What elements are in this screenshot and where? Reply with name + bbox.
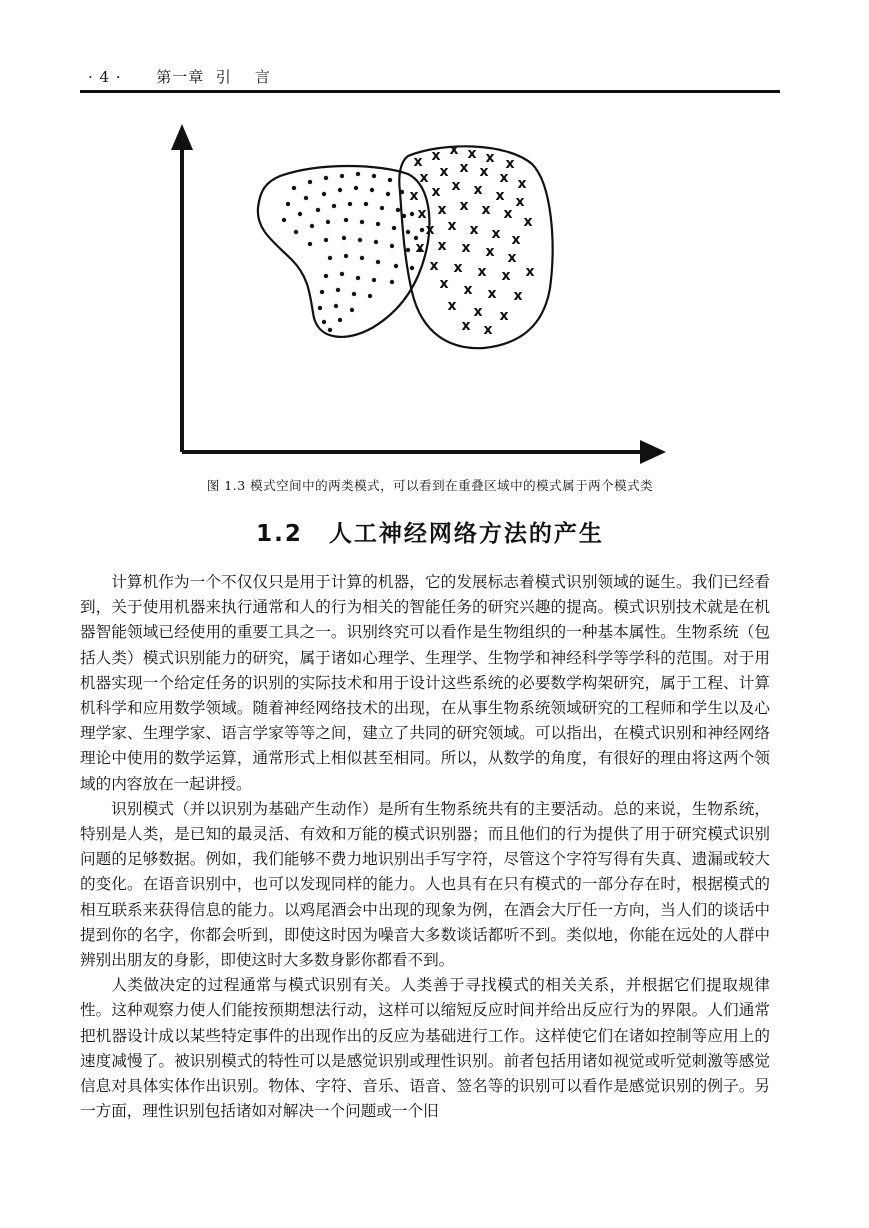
dot-marker xyxy=(390,244,394,248)
dot-marker xyxy=(338,188,342,192)
page-number: · 4 · xyxy=(88,68,122,86)
dot-marker xyxy=(370,188,374,192)
cross-marker: x xyxy=(473,182,483,198)
section-heading xyxy=(80,515,780,548)
cross-marker: x xyxy=(459,160,469,176)
figure-caption: 图 1.3 模式空间中的两类模式，可以看到在重叠区域中的模式属于两个模式类 xyxy=(206,478,654,493)
cross-marker: x xyxy=(483,322,493,338)
cross-marker: x xyxy=(419,170,429,186)
class-dot-markers xyxy=(282,172,427,332)
dot-marker xyxy=(364,202,368,206)
dot-marker xyxy=(396,208,400,212)
dot-marker xyxy=(292,186,296,190)
dot-marker xyxy=(340,174,344,178)
cross-marker: x xyxy=(487,286,497,302)
dot-marker xyxy=(308,242,312,246)
paragraph-2: 识别模式（并以识别为基础产生动作）是所有生物系统共有的主要活动。总的来说，生物系统，特别是人类，是已知的最灵活、有效和万能的模式识别器；而且他们的行为提供了用于研究模式识别问题的足够数据。例如，我们能够不费力地识别出手写字符，尽管这个字符写得有失真、遗漏或较大的变化。在语音识别中，也可以发现同样的能力。人也具有在只有模式的一部分存在时，根据模式的相互联系来获得信息的能力。以鸡尾酒会中出现的现象为例，在酒会大厅任一方向，当人们的谈话中提到你的名字，你都会听到，即使这时因为噪音大多数谈话都听不到。类似地，你能在远处的人群中辨别出朋友的身影，即使这时大多数身影你都看不到。 xyxy=(80,799,770,970)
cross-marker: x xyxy=(517,176,527,192)
dot-marker xyxy=(328,328,332,332)
dot-marker xyxy=(350,308,354,312)
dot-marker xyxy=(324,238,328,242)
dot-marker xyxy=(324,274,328,278)
section-title: 人工神经网络方法的产生 xyxy=(328,521,604,547)
cross-marker: x xyxy=(439,276,449,292)
dot-marker xyxy=(410,266,414,270)
dot-marker xyxy=(388,178,392,182)
dot-marker xyxy=(368,294,372,298)
cross-marker: x xyxy=(425,222,435,238)
cross-marker: x xyxy=(491,226,501,242)
cross-marker: x xyxy=(437,238,447,254)
cross-marker: x xyxy=(415,240,425,256)
dot-marker xyxy=(406,230,410,234)
dot-marker xyxy=(360,220,364,224)
running-head xyxy=(88,66,778,87)
body-text xyxy=(80,570,770,1124)
dot-marker xyxy=(344,254,348,258)
dot-marker xyxy=(304,196,308,200)
cross-marker: x xyxy=(515,194,525,210)
dot-marker xyxy=(358,238,362,242)
cross-marker: x xyxy=(507,250,517,266)
dot-marker xyxy=(376,260,380,264)
dot-marker xyxy=(326,220,330,224)
cross-marker: x xyxy=(523,214,533,230)
cross-marker: x xyxy=(451,178,461,194)
dot-marker xyxy=(310,224,314,228)
dot-marker xyxy=(376,222,380,226)
cross-marker: x xyxy=(469,222,479,238)
dot-marker xyxy=(356,276,360,280)
dot-marker xyxy=(392,226,396,230)
dot-marker xyxy=(336,288,340,292)
dot-marker xyxy=(406,248,410,252)
cross-marker: x xyxy=(477,264,487,280)
cross-marker: x xyxy=(499,308,509,324)
cross-marker: x xyxy=(525,264,535,280)
dot-marker xyxy=(316,208,320,212)
section-number: 1.2 xyxy=(256,521,303,547)
cross-marker: x xyxy=(481,202,491,218)
paragraph-1: 计算机作为一个不仅仅只是用于计算的机器，它的发展标志着模式识别领域的诞生。我们已经看到，关于使用机器来执行通常和人的行为相关的智能任务的研究兴趣的提高。模式识别技术就是在机器智能领域已经使用的重要工具之一。识别终究可以看作是生物组织的一种基本属性。生物系统（包括人类）模式识别能力的研究，属于诸如心理学、生理学、生物学和神经科学等学科的范围。对于用机器实现一个给定任务的识别的实际技术和用于设计这些系统的必要数学构架研究，属于工程、计算机科学和应用数学领域。随着神经网络技术的出现，在从事生物系统领域研究的工程师和学生以及心理学家、生理学家、语言学家等等之间，建立了共同的研究领域。可以指出，在模式识别和神经网络理论中使用的数学运算，通常形式上相似甚至相同。所以，从数学的角度，有很好的理由将这两个领域的内容放在一起讲授。 xyxy=(80,573,770,793)
dot-marker xyxy=(372,174,376,178)
cross-marker: x xyxy=(511,232,521,248)
pattern-space-figure xyxy=(160,118,680,466)
cross-marker: x xyxy=(447,218,457,234)
cross-marker: x xyxy=(459,198,469,214)
dot-marker xyxy=(322,192,326,196)
dot-marker xyxy=(354,186,358,190)
dot-marker xyxy=(338,318,342,322)
cross-marker: x xyxy=(501,268,511,284)
cross-marker: x xyxy=(453,260,463,276)
cross-marker: x xyxy=(513,288,523,304)
dot-marker xyxy=(374,240,378,244)
dot-marker xyxy=(286,202,290,206)
cross-marker: x xyxy=(499,170,509,186)
dot-marker xyxy=(400,190,404,194)
dot-marker xyxy=(360,256,364,260)
cross-marker: x xyxy=(461,318,471,334)
dot-marker xyxy=(394,264,398,268)
x-axis-arrowhead xyxy=(640,440,666,464)
dot-marker xyxy=(390,280,394,284)
pattern-space-diagram xyxy=(160,118,680,466)
dot-marker xyxy=(334,304,338,308)
dot-marker xyxy=(386,192,390,196)
dot-marker xyxy=(318,306,322,310)
dot-marker xyxy=(282,218,286,222)
dot-marker xyxy=(320,290,324,294)
dot-marker xyxy=(322,320,326,324)
cross-marker: x xyxy=(439,164,449,180)
cross-marker: x xyxy=(417,206,427,222)
cross-marker: x xyxy=(479,164,489,180)
dot-marker xyxy=(348,202,352,206)
cross-marker: x xyxy=(503,206,513,222)
cross-marker: x xyxy=(485,244,495,260)
cross-marker: x xyxy=(409,188,419,204)
cross-marker: x xyxy=(431,148,441,164)
cross-marker: x xyxy=(447,298,457,314)
dot-marker xyxy=(352,292,356,296)
cross-marker: x xyxy=(463,282,473,298)
dot-marker xyxy=(356,172,360,176)
cross-marker: x xyxy=(429,258,439,274)
cross-marker: x xyxy=(473,304,483,320)
dot-marker xyxy=(342,236,346,240)
dot-marker xyxy=(298,212,302,216)
chapter-title: 第一章 引 言 xyxy=(156,68,271,86)
dot-marker xyxy=(328,256,332,260)
paragraph-3: 人类做决定的过程通常与模式识别有关。人类善于寻找模式的相关关系，并根据它们提取规律性。这种观察力使人们能按预期想法行动，这样可以缩短反应时间并给出反应行为的界限。人们通常把机器设计成以某些特定事件的出现作出的反应为基础进行工作。这样使它们在诸如控制等应用上的速度减慢了。被识别模式的特性可以是感觉识别或理性识别。前者包括用诸如视觉或听觉刺激等感觉信息对具体实体作出识别。物体、字符、音乐、语音、签名等的识别可以看作是感觉识别的例子。另一方面，理性识别包括诸如对解决一个问题或一个旧 xyxy=(80,976,770,1121)
dot-marker xyxy=(344,218,348,222)
cross-marker: x xyxy=(449,142,459,158)
y-axis-arrowhead xyxy=(171,124,193,150)
dot-marker xyxy=(294,230,298,234)
dot-marker xyxy=(410,212,414,216)
cross-marker: x xyxy=(505,156,515,172)
dot-marker xyxy=(402,214,406,218)
cross-marker: x xyxy=(437,202,447,218)
dot-marker xyxy=(380,206,384,210)
dot-marker xyxy=(332,204,336,208)
cross-marker: x xyxy=(495,188,505,204)
cross-marker: x xyxy=(413,154,423,170)
dot-marker xyxy=(372,278,376,282)
dot-marker xyxy=(324,176,328,180)
cross-marker: x xyxy=(467,146,477,162)
header-rule xyxy=(80,90,780,93)
dot-marker xyxy=(340,272,344,276)
dot-marker xyxy=(420,228,424,232)
cross-marker: x xyxy=(485,150,495,166)
dot-marker xyxy=(308,180,312,184)
cross-marker: x xyxy=(461,240,471,256)
cross-marker: x xyxy=(431,184,441,200)
